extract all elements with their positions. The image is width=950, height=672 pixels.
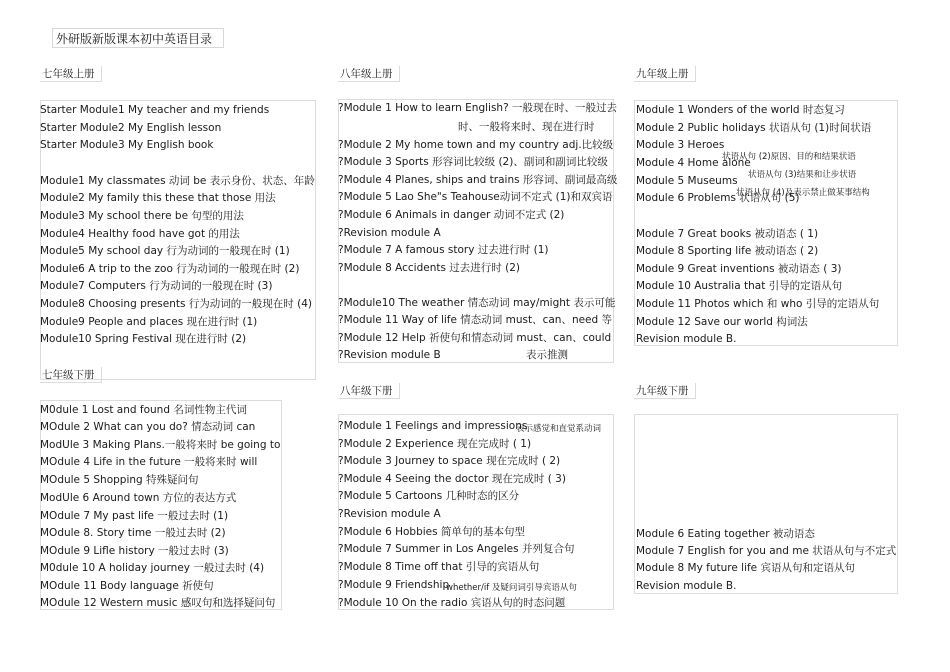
list-item: MOdule 12 Western music 感叹句和选择疑问句 <box>40 597 276 609</box>
list-item: ModUle 6 Around town 方位的表达方式 <box>40 492 237 504</box>
list-item: Module 3 Heroes <box>636 139 725 151</box>
list-item: ?Module 3 Journey to space 现在完成时 ( 2) <box>338 455 561 467</box>
list-item: ?Module 3 Sports 形容词比较级 (2)、副词和副词比较级 <box>338 156 608 168</box>
list-item: Module10 Spring Festival 现在进行时 (2) <box>40 333 247 345</box>
list-item: Starter Module1 My teacher and my friends <box>40 104 270 116</box>
list-item: ?Module 5 Lao She"s Teahouse动词不定式 (1)和双宾语 <box>338 191 613 203</box>
list-item: 状语从句 (3)结果和让步状语 <box>748 170 857 180</box>
list-item: Module 8 Sporting life 被动语态 ( 2) <box>636 245 819 257</box>
list-item: ?Module 7 Summer in Los Angeles 并列复合句 <box>338 543 575 555</box>
list-item: whether/if 及疑问词引导宾语从句 <box>446 583 577 593</box>
list-item: 时、一般将来时、现在进行时 <box>458 121 595 133</box>
list-item: 状语从句 (2)原因、目的和结果状语 <box>722 152 856 162</box>
list-item: ?Module 6 Animals in danger 动词不定式 (2) <box>338 209 565 221</box>
list-item: MOdule 7 My past life 一般过去时 (1) <box>40 510 229 522</box>
list-item: M0dule 10 A holiday journey 一般过去时 (4) <box>40 562 265 574</box>
list-item: ?Module 5 Cartoons 几种时态的区分 <box>338 490 520 502</box>
list-item: MOdule 8. Story time 一般过去时 (2) <box>40 527 226 539</box>
list-item: Module 11 Photos which 和 who 引导的定语从句 <box>636 298 880 310</box>
list-item: Module 2 Public holidays 状语从句 (1)时间状语 <box>636 122 872 134</box>
list-item: ModUle 3 Making Plans.一般将来时 be going to <box>40 439 281 451</box>
list-item: 表示推测 <box>526 349 568 361</box>
list-item: MOdule 11 Body language 祈使句 <box>40 580 214 592</box>
list-item: ?Module 7 A famous story 过去进行时 (1) <box>338 244 549 256</box>
list-item: Module 4 Home alone <box>636 157 751 169</box>
list-item: MOdule 9 Lifle history 一般过去时 (3) <box>40 545 229 557</box>
list-item: Module 7 English for you and me 状语从句与不定式 <box>636 545 897 557</box>
list-item: ?Module 4 Seeing the doctor 现在完成时 ( 3) <box>338 473 566 485</box>
list-item: ?Module10 The weather 情态动词 may/might 表示可能 <box>338 297 616 309</box>
list-item: ?Module 4 Planes, ships and trains 形容词、副词最高级 <box>338 174 618 186</box>
list-item: Module6 A trip to the zoo 行为动词的一般现在时 (2) <box>40 263 300 275</box>
list-item: Revision module B. <box>636 580 737 592</box>
list-item: Module 1 Wonders of the world 时态复习 <box>636 104 845 116</box>
list-item: 表示感觉和直觉系动词 <box>516 424 602 434</box>
list-item: Module4 Healthy food have got 的用法 <box>40 228 240 240</box>
list-item: ?Module 1 How to learn English? 一般现在时、一般过去 <box>338 102 617 114</box>
page-title: 外研版新版课本初中英语目录 <box>52 28 224 48</box>
list-item: Module 5 Museums <box>636 175 738 187</box>
list-item: Module 6 Problems 状语从句 (5) <box>636 192 800 204</box>
list-item: Revision module B. <box>636 333 737 345</box>
grade-7a-heading: 七年级上册 <box>40 66 102 82</box>
grade-8a-heading: 八年级上册 <box>338 66 400 82</box>
list-item: ?Revision module B <box>338 349 441 361</box>
list-item: Module1 My classmates 动词 be 表示身份、状态、年龄 <box>40 175 315 187</box>
list-item: ?Module 10 On the radio 宾语从句的时态问题 <box>338 597 566 609</box>
list-item: MOdule 4 Life in the future 一般将来时 will <box>40 456 258 468</box>
list-item: ?Module 8 Time off that 引导的宾语从句 <box>338 561 540 573</box>
grade-9b-heading: 九年级下册 <box>634 383 696 399</box>
list-item: Starter Module3 My English book <box>40 139 214 151</box>
list-item: ?Module 2 My home town and my country adj.比较级 <box>338 139 614 151</box>
list-item: Module 10 Australia that 引导的定语从句 <box>636 280 843 292</box>
list-item: ?Module 8 Accidents 过去进行时 (2) <box>338 262 520 274</box>
list-item: Module2 My family this these that those 用法 <box>40 192 276 204</box>
list-item: ?Module 9 Friendship <box>338 579 450 591</box>
list-item: ?Module 6 Hobbies 简单句的基本句型 <box>338 526 525 538</box>
list-item: ?Module 1 Feelings and impressions <box>338 420 528 432</box>
list-item: Module 7 Great books 被动语态 ( 1) <box>636 228 819 240</box>
list-item: Module 6 Eating together 被动语态 <box>636 528 815 540</box>
grade-7b-heading: 七年级下册 <box>40 367 102 383</box>
list-item: Module8 Choosing presents 行为动词的一般现在时 (4) <box>40 298 313 310</box>
list-item: ?Module 12 Help 祈使句和情态动词 must、can、could <box>338 332 612 344</box>
list-item: ?Module 2 Experience 现在完成时 ( 1) <box>338 438 532 450</box>
list-item: Module 9 Great inventions 被动语态 ( 3) <box>636 263 842 275</box>
list-item: Module7 Computers 行为动词的一般现在时 (3) <box>40 280 273 292</box>
grade-9a-heading: 九年级上册 <box>634 66 696 82</box>
list-item: Module5 My school day 行为动词的一般现在时 (1) <box>40 245 290 257</box>
list-item: Module 12 Save our world 构词法 <box>636 316 808 328</box>
list-item: MOdule 2 What can you do? 情态动词 can <box>40 421 256 433</box>
list-item: Module3 My school there be 句型的用法 <box>40 210 244 222</box>
list-item: M0dule 1 Lost and found 名词性物主代词 <box>40 404 247 416</box>
list-item: MOdule 5 Shopping 特殊疑问句 <box>40 474 199 486</box>
list-item: 状语从句 (4)及表示禁止做某事结构 <box>736 188 870 198</box>
list-item: Module9 People and places 现在进行时 (1) <box>40 316 258 328</box>
list-item: ?Revision module A <box>338 508 441 520</box>
list-item: Starter Module2 My English lesson <box>40 122 222 134</box>
list-item: Module 8 My future life 宾语从句和定语从句 <box>636 562 855 574</box>
grade-8b-heading: 八年级下册 <box>338 383 400 399</box>
list-item: ?Revision module A <box>338 227 441 239</box>
list-item: ?Module 11 Way of life 情态动词 must、can、need 等 <box>338 314 613 326</box>
